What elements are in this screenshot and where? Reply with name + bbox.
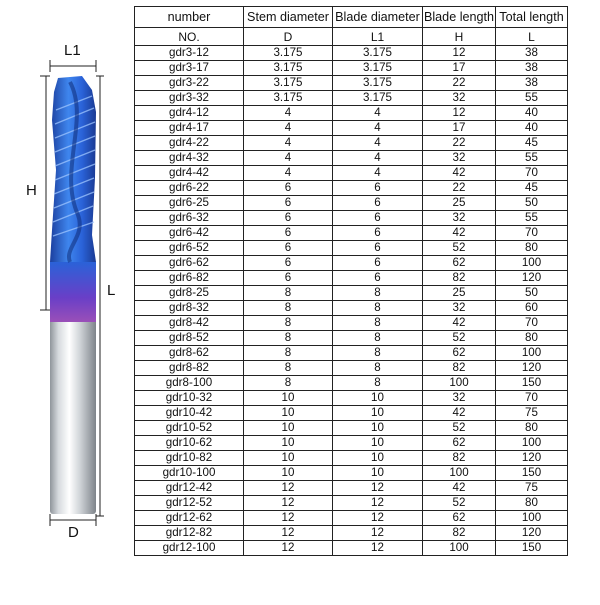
cell-blade-length: 82 bbox=[423, 361, 496, 376]
cell-number: gdr12-62 bbox=[135, 511, 244, 526]
cell-total-length: 80 bbox=[496, 421, 568, 436]
cell-number: gdr8-32 bbox=[135, 301, 244, 316]
cell-blade-diameter: 4 bbox=[333, 166, 423, 181]
table-row bbox=[135, 376, 568, 391]
cell-number: gdr12-82 bbox=[135, 526, 244, 541]
table-row bbox=[135, 361, 568, 376]
table-row bbox=[135, 526, 568, 541]
cell-stem-diameter: 3.175 bbox=[244, 91, 333, 106]
table-row bbox=[135, 196, 568, 211]
cell-blade-length: 100 bbox=[423, 466, 496, 481]
cell-stem-diameter: 6 bbox=[244, 271, 333, 286]
cell-number: gdr8-52 bbox=[135, 331, 244, 346]
subheader-row bbox=[135, 28, 568, 46]
cell-total-length: 45 bbox=[496, 181, 568, 196]
cell-number: gdr10-62 bbox=[135, 436, 244, 451]
header-row bbox=[135, 7, 568, 28]
table-row bbox=[135, 286, 568, 301]
cell-total-length: 45 bbox=[496, 136, 568, 151]
cell-stem-diameter: 4 bbox=[244, 151, 333, 166]
cell-total-length: 75 bbox=[496, 406, 568, 421]
cell-blade-diameter: 3.175 bbox=[333, 46, 423, 61]
table-row bbox=[135, 436, 568, 451]
table-row bbox=[135, 481, 568, 496]
table-row bbox=[135, 91, 568, 106]
cell-total-length: 80 bbox=[496, 331, 568, 346]
cell-blade-diameter: 12 bbox=[333, 511, 423, 526]
cell-stem-diameter: 6 bbox=[244, 256, 333, 271]
cell-stem-diameter: 4 bbox=[244, 166, 333, 181]
cell-blade-diameter: 12 bbox=[333, 541, 423, 556]
cell-number: gdr3-12 bbox=[135, 46, 244, 61]
subheader-no: NO. bbox=[135, 28, 244, 46]
cell-stem-diameter: 12 bbox=[244, 496, 333, 511]
end-mill-illustration bbox=[0, 0, 132, 600]
cell-blade-length: 42 bbox=[423, 406, 496, 421]
table-row bbox=[135, 106, 568, 121]
cell-blade-diameter: 6 bbox=[333, 196, 423, 211]
cell-stem-diameter: 3.175 bbox=[244, 61, 333, 76]
cell-blade-diameter: 4 bbox=[333, 136, 423, 151]
cell-blade-diameter: 3.175 bbox=[333, 91, 423, 106]
cell-number: gdr3-17 bbox=[135, 61, 244, 76]
cell-total-length: 70 bbox=[496, 316, 568, 331]
header-blade-length: Blade length bbox=[423, 7, 496, 28]
table-row bbox=[135, 466, 568, 481]
cell-blade-diameter: 8 bbox=[333, 361, 423, 376]
cell-stem-diameter: 3.175 bbox=[244, 46, 333, 61]
cell-number: gdr8-100 bbox=[135, 376, 244, 391]
cell-blade-length: 22 bbox=[423, 76, 496, 91]
cell-total-length: 55 bbox=[496, 151, 568, 166]
header-number: number bbox=[135, 7, 244, 28]
cell-total-length: 100 bbox=[496, 436, 568, 451]
cell-number: gdr6-25 bbox=[135, 196, 244, 211]
cell-stem-diameter: 6 bbox=[244, 241, 333, 256]
cell-number: gdr8-42 bbox=[135, 316, 244, 331]
cell-stem-diameter: 10 bbox=[244, 436, 333, 451]
cell-blade-diameter: 10 bbox=[333, 451, 423, 466]
cell-blade-length: 17 bbox=[423, 61, 496, 76]
cell-total-length: 120 bbox=[496, 526, 568, 541]
cell-blade-length: 42 bbox=[423, 481, 496, 496]
cell-stem-diameter: 10 bbox=[244, 466, 333, 481]
cell-number: gdr6-22 bbox=[135, 181, 244, 196]
h-label: H bbox=[26, 182, 37, 199]
table-row bbox=[135, 211, 568, 226]
spec-body bbox=[135, 28, 568, 556]
cell-blade-length: 12 bbox=[423, 46, 496, 61]
cell-total-length: 100 bbox=[496, 256, 568, 271]
cell-number: gdr10-82 bbox=[135, 451, 244, 466]
cell-number: gdr10-42 bbox=[135, 406, 244, 421]
subheader-h: H bbox=[423, 28, 496, 46]
cell-number: gdr4-32 bbox=[135, 151, 244, 166]
d-label: D bbox=[68, 524, 79, 541]
cell-stem-diameter: 12 bbox=[244, 481, 333, 496]
cell-blade-diameter: 12 bbox=[333, 496, 423, 511]
cell-number: gdr10-100 bbox=[135, 466, 244, 481]
cell-blade-diameter: 6 bbox=[333, 181, 423, 196]
cell-number: gdr3-22 bbox=[135, 76, 244, 91]
cell-blade-diameter: 6 bbox=[333, 256, 423, 271]
cell-stem-diameter: 6 bbox=[244, 211, 333, 226]
cell-total-length: 75 bbox=[496, 481, 568, 496]
table-row bbox=[135, 271, 568, 286]
cell-total-length: 55 bbox=[496, 211, 568, 226]
cell-blade-diameter: 3.175 bbox=[333, 76, 423, 91]
cell-blade-diameter: 4 bbox=[333, 121, 423, 136]
cell-blade-diameter: 10 bbox=[333, 421, 423, 436]
header-total-length: Total length bbox=[496, 7, 568, 28]
cell-blade-diameter: 8 bbox=[333, 346, 423, 361]
cell-stem-diameter: 8 bbox=[244, 376, 333, 391]
table-row bbox=[135, 421, 568, 436]
cell-stem-diameter: 8 bbox=[244, 316, 333, 331]
cell-total-length: 55 bbox=[496, 91, 568, 106]
cell-stem-diameter: 10 bbox=[244, 406, 333, 421]
cell-total-length: 80 bbox=[496, 496, 568, 511]
table-row bbox=[135, 511, 568, 526]
cell-blade-length: 32 bbox=[423, 91, 496, 106]
cell-stem-diameter: 3.175 bbox=[244, 76, 333, 91]
cell-blade-diameter: 10 bbox=[333, 391, 423, 406]
table-row bbox=[135, 151, 568, 166]
end-mill-diagram bbox=[0, 0, 132, 600]
table-row bbox=[135, 241, 568, 256]
cell-blade-diameter: 12 bbox=[333, 526, 423, 541]
cell-blade-length: 82 bbox=[423, 451, 496, 466]
table-row bbox=[135, 301, 568, 316]
cell-number: gdr8-25 bbox=[135, 286, 244, 301]
l1-label: L1 bbox=[64, 42, 81, 59]
cell-total-length: 150 bbox=[496, 541, 568, 556]
cell-stem-diameter: 8 bbox=[244, 361, 333, 376]
cell-blade-length: 42 bbox=[423, 226, 496, 241]
cell-total-length: 100 bbox=[496, 346, 568, 361]
table-row bbox=[135, 136, 568, 151]
cell-blade-length: 52 bbox=[423, 241, 496, 256]
table-row bbox=[135, 166, 568, 181]
cell-blade-diameter: 4 bbox=[333, 106, 423, 121]
cell-total-length: 150 bbox=[496, 466, 568, 481]
cell-blade-length: 25 bbox=[423, 196, 496, 211]
cell-stem-diameter: 12 bbox=[244, 511, 333, 526]
cell-total-length: 70 bbox=[496, 226, 568, 241]
cell-number: gdr12-42 bbox=[135, 481, 244, 496]
cell-number: gdr12-100 bbox=[135, 541, 244, 556]
cell-total-length: 50 bbox=[496, 286, 568, 301]
cell-blade-diameter: 6 bbox=[333, 271, 423, 286]
cell-blade-diameter: 10 bbox=[333, 436, 423, 451]
cell-stem-diameter: 4 bbox=[244, 136, 333, 151]
cell-blade-diameter: 8 bbox=[333, 316, 423, 331]
cell-blade-diameter: 12 bbox=[333, 481, 423, 496]
table-row bbox=[135, 76, 568, 91]
header-blade-diameter: Blade diameter bbox=[333, 7, 423, 28]
cell-number: gdr8-62 bbox=[135, 346, 244, 361]
table-row bbox=[135, 226, 568, 241]
cell-number: gdr12-52 bbox=[135, 496, 244, 511]
cell-number: gdr4-17 bbox=[135, 121, 244, 136]
spec-table bbox=[134, 6, 568, 556]
cell-stem-diameter: 10 bbox=[244, 421, 333, 436]
cell-total-length: 60 bbox=[496, 301, 568, 316]
table-row bbox=[135, 181, 568, 196]
cell-blade-length: 22 bbox=[423, 181, 496, 196]
cell-number: gdr10-32 bbox=[135, 391, 244, 406]
cell-number: gdr8-82 bbox=[135, 361, 244, 376]
cell-total-length: 150 bbox=[496, 376, 568, 391]
cell-stem-diameter: 10 bbox=[244, 451, 333, 466]
cell-blade-length: 42 bbox=[423, 166, 496, 181]
cell-blade-length: 22 bbox=[423, 136, 496, 151]
cell-stem-diameter: 8 bbox=[244, 331, 333, 346]
header-stem-diameter: Stem diameter bbox=[244, 7, 333, 28]
cell-stem-diameter: 12 bbox=[244, 541, 333, 556]
cell-blade-diameter: 8 bbox=[333, 376, 423, 391]
cell-stem-diameter: 4 bbox=[244, 106, 333, 121]
cell-total-length: 40 bbox=[496, 121, 568, 136]
table-row bbox=[135, 451, 568, 466]
table-row bbox=[135, 61, 568, 76]
cell-stem-diameter: 8 bbox=[244, 286, 333, 301]
cell-blade-diameter: 6 bbox=[333, 226, 423, 241]
cell-total-length: 38 bbox=[496, 46, 568, 61]
cell-blade-length: 100 bbox=[423, 376, 496, 391]
cell-blade-length: 62 bbox=[423, 346, 496, 361]
cell-blade-length: 42 bbox=[423, 316, 496, 331]
cell-total-length: 120 bbox=[496, 271, 568, 286]
cell-number: gdr6-32 bbox=[135, 211, 244, 226]
cell-number: gdr4-42 bbox=[135, 166, 244, 181]
cell-blade-length: 62 bbox=[423, 436, 496, 451]
cell-blade-diameter: 4 bbox=[333, 151, 423, 166]
subheader-l1: L1 bbox=[333, 28, 423, 46]
cell-blade-length: 32 bbox=[423, 211, 496, 226]
cell-total-length: 50 bbox=[496, 196, 568, 211]
cell-stem-diameter: 6 bbox=[244, 181, 333, 196]
cell-blade-diameter: 8 bbox=[333, 301, 423, 316]
table-row bbox=[135, 346, 568, 361]
cell-blade-diameter: 6 bbox=[333, 241, 423, 256]
table-row bbox=[135, 496, 568, 511]
table-row bbox=[135, 46, 568, 61]
cell-blade-length: 82 bbox=[423, 271, 496, 286]
cell-stem-diameter: 4 bbox=[244, 121, 333, 136]
cell-stem-diameter: 12 bbox=[244, 526, 333, 541]
cell-number: gdr6-52 bbox=[135, 241, 244, 256]
table-row bbox=[135, 541, 568, 556]
cell-total-length: 70 bbox=[496, 391, 568, 406]
cell-blade-length: 52 bbox=[423, 496, 496, 511]
cell-blade-length: 62 bbox=[423, 511, 496, 526]
tool-shank bbox=[50, 318, 96, 514]
cell-number: gdr6-42 bbox=[135, 226, 244, 241]
cell-total-length: 120 bbox=[496, 361, 568, 376]
cell-number: gdr10-52 bbox=[135, 421, 244, 436]
cell-blade-diameter: 8 bbox=[333, 331, 423, 346]
cell-number: gdr6-62 bbox=[135, 256, 244, 271]
cell-blade-length: 32 bbox=[423, 151, 496, 166]
subheader-d: D bbox=[244, 28, 333, 46]
tool-neck bbox=[50, 262, 96, 322]
cell-blade-length: 25 bbox=[423, 286, 496, 301]
cell-total-length: 38 bbox=[496, 76, 568, 91]
cell-stem-diameter: 6 bbox=[244, 196, 333, 211]
cell-total-length: 38 bbox=[496, 61, 568, 76]
cell-blade-diameter: 10 bbox=[333, 406, 423, 421]
cell-stem-diameter: 6 bbox=[244, 226, 333, 241]
table-row bbox=[135, 331, 568, 346]
cell-number: gdr6-82 bbox=[135, 271, 244, 286]
cell-blade-diameter: 3.175 bbox=[333, 61, 423, 76]
cell-stem-diameter: 8 bbox=[244, 301, 333, 316]
cell-blade-diameter: 10 bbox=[333, 466, 423, 481]
table-row bbox=[135, 256, 568, 271]
cell-total-length: 120 bbox=[496, 451, 568, 466]
cell-number: gdr4-12 bbox=[135, 106, 244, 121]
cell-blade-length: 62 bbox=[423, 256, 496, 271]
cell-total-length: 40 bbox=[496, 106, 568, 121]
cell-blade-length: 100 bbox=[423, 541, 496, 556]
table-row bbox=[135, 316, 568, 331]
cell-blade-length: 52 bbox=[423, 331, 496, 346]
cell-number: gdr4-22 bbox=[135, 136, 244, 151]
table-row bbox=[135, 391, 568, 406]
cell-total-length: 80 bbox=[496, 241, 568, 256]
subheader-l: L bbox=[496, 28, 568, 46]
cell-blade-diameter: 8 bbox=[333, 286, 423, 301]
cell-stem-diameter: 8 bbox=[244, 346, 333, 361]
table-row bbox=[135, 121, 568, 136]
cell-blade-length: 52 bbox=[423, 421, 496, 436]
cell-blade-length: 32 bbox=[423, 301, 496, 316]
cell-total-length: 70 bbox=[496, 166, 568, 181]
cell-blade-length: 12 bbox=[423, 106, 496, 121]
cell-blade-length: 17 bbox=[423, 121, 496, 136]
table-row bbox=[135, 406, 568, 421]
cell-total-length: 100 bbox=[496, 511, 568, 526]
cell-blade-diameter: 6 bbox=[333, 211, 423, 226]
l-label: L bbox=[107, 282, 116, 299]
cell-number: gdr3-32 bbox=[135, 91, 244, 106]
cell-blade-length: 32 bbox=[423, 391, 496, 406]
cell-stem-diameter: 10 bbox=[244, 391, 333, 406]
cell-blade-length: 82 bbox=[423, 526, 496, 541]
